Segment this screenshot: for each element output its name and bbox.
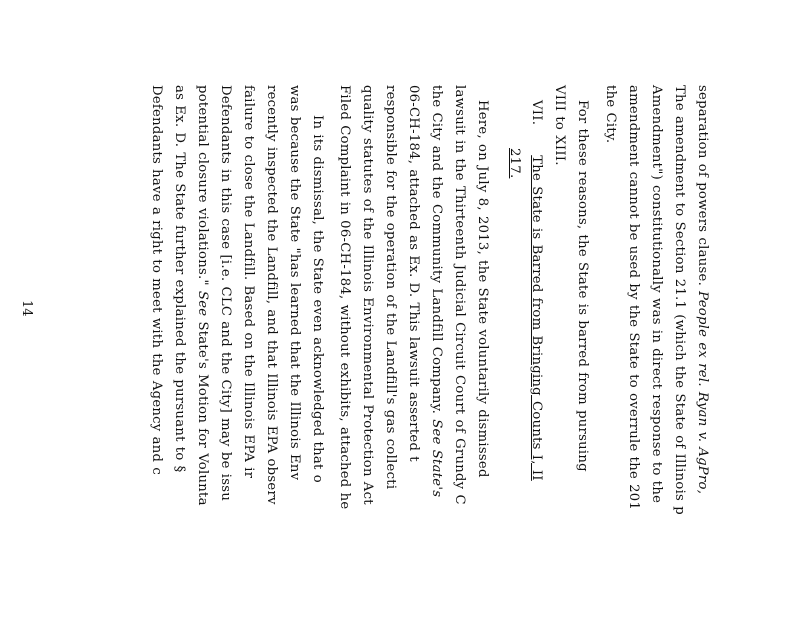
text-run: VIII to XIII.	[552, 85, 567, 166]
text-line	[195, 85, 210, 506]
text-run: State's Motion for Volunta	[195, 316, 210, 506]
text-run: amendment cannot be used by the State to overrule the 201	[626, 85, 641, 511]
text-run: VII.	[529, 100, 544, 126]
text-line	[172, 85, 187, 473]
text-run: potential closure violations."	[195, 85, 210, 291]
text-line	[264, 85, 279, 505]
text-line	[149, 85, 164, 475]
text-line	[626, 85, 641, 510]
text-line	[337, 85, 352, 509]
text-line	[552, 85, 567, 166]
text-run: See	[195, 290, 210, 317]
text-run: Here, on July 8, 2013, the State voluntarily dismissed	[475, 100, 490, 478]
text-run: The State is Barred from Bringing Counts I, II	[529, 155, 544, 481]
text-line	[310, 115, 325, 483]
text-line	[287, 85, 302, 480]
text-run: the City.	[603, 85, 618, 144]
text-run: For these reasons, the State is barred from pursuing	[575, 100, 590, 472]
text-line	[452, 85, 467, 505]
text-run: separation of powers clause.	[695, 85, 710, 292]
text-run: Defendants have a right to meet with the Agency and c	[149, 85, 164, 475]
text-run: 217.	[507, 148, 522, 179]
text-line	[406, 85, 421, 462]
text-line	[475, 100, 490, 478]
text-line	[507, 148, 522, 178]
text-run: quality statutes of the Illinois Environmental Protection Act	[360, 85, 375, 505]
text-run: The amendment to Section 21.1 (which the State of Illinois p	[672, 85, 687, 515]
text-line	[603, 85, 618, 143]
text-run: See State's	[429, 419, 444, 498]
text-line	[429, 85, 444, 497]
text-run: the City and the Community Landfill Company.	[429, 85, 444, 420]
text-run: Defendants in this case [i.e. CLC and the City] may be issu	[218, 85, 233, 502]
text-run: was because the State "has learned that the Illinois Env	[287, 85, 302, 481]
text-line	[649, 85, 664, 503]
text-line	[241, 85, 256, 478]
text-line	[529, 100, 544, 481]
text-run: Amendment") constitutionally was in direct response to the	[649, 85, 664, 504]
text-line	[695, 85, 710, 494]
text-line	[575, 100, 590, 472]
text-run: lawsuit in the Thirteenth Judicial Circuit Court of Grundy C	[452, 85, 467, 505]
text-run: responsible for the operation of the Landfill's gas collecti	[383, 85, 398, 490]
text-run: In its dismissal, the State even acknowledged that o	[310, 115, 325, 483]
text-run: People ex rel. Ryan v. AgPro,	[695, 291, 710, 495]
text-line	[218, 85, 233, 501]
text-line	[672, 85, 687, 515]
page-number: 14	[19, 300, 34, 317]
text-run: Filed Complaint in 06-CH-184, without exhibits, attached he	[337, 85, 352, 510]
text-line	[383, 85, 398, 489]
text-run: recently inspected the Landfill, and that Illinois EPA observ	[264, 85, 279, 505]
text-run: as Ex. D. The State further explained the pursuant to §	[172, 85, 187, 473]
text-line	[360, 85, 375, 505]
text-run: failure to close the Landfill. Based on the Illinois EPA ir	[241, 85, 256, 479]
text-run: 06-CH-184, attached as Ex. D. This lawsuit asserted t	[406, 85, 421, 462]
